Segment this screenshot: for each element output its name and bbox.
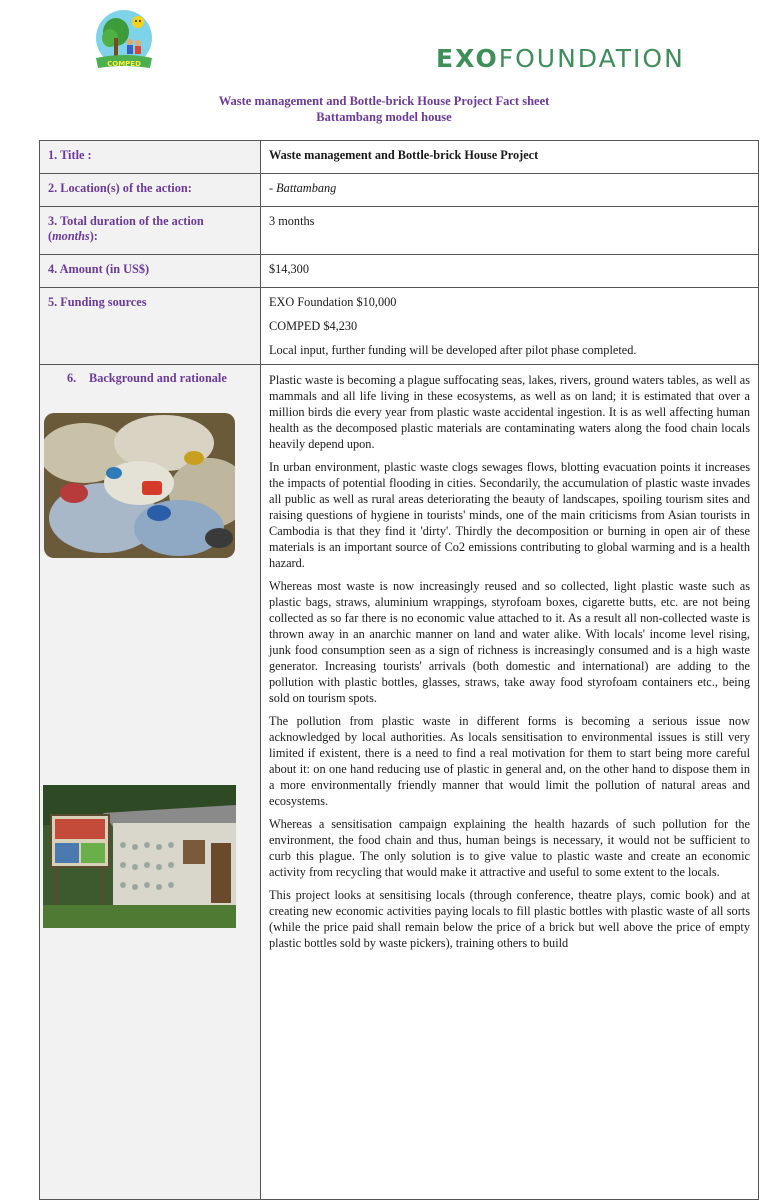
value-funding <box>261 288 759 365</box>
bottle-house-photo <box>43 785 236 928</box>
value-title: Waste management and Bottle-brick House Project <box>261 141 759 174</box>
row-funding <box>40 288 759 365</box>
row-location <box>40 174 759 207</box>
label-duration-em: months <box>52 229 90 243</box>
value-duration: 3 months <box>261 207 759 255</box>
title-line-2: Battambang model house <box>316 110 452 124</box>
funding-line: EXO Foundation $10,000 <box>269 295 397 309</box>
title-line-1: Waste management and Bottle-brick House Project Fact sheet <box>218 94 550 108</box>
label-duration <box>40 207 261 255</box>
label-duration-pre: 3. Total duration of the action ( <box>48 214 204 243</box>
background-paragraph: Whereas a sensitisation campaign explaining the health hazards of such pollution for the environment, the food chain and thus, human beings is necessary, it would not be sufficient to curb this plague. The only solution is to give value to plastic waste and create an economic activity from recycling that would make it attractive and useful to some extent to the locals. <box>269 817 750 879</box>
label-title: 1. Title : <box>40 141 261 174</box>
funding-line: Local input, further funding will be developed after pilot phase completed. <box>269 343 637 357</box>
value-location: - Battambang <box>261 174 759 207</box>
fact-sheet-table <box>39 140 759 1200</box>
background-paragraph: Whereas most waste is now increasingly reused and so collected, light plastic waste such as plastic bags, straws, aluminium wrappings, styrofoam boxes, cigarette butts, etc. are not being collected as so far there is no economic value attached to it. As a result all non-collected waste is thrown away in an anarchic manner on land and water alike. With locals' income level rising, junk food consumption seen as a sign of richness is increasingly consumed and is a high waste generator. Increasing tourists' arrivals (both domestic and international) are adding to the pollution with plastic bottles, glasses, straws, take away food styrofoam containers etc., being sold on tourism spots. <box>269 579 750 705</box>
label-background-text: Background and rationale <box>89 371 227 385</box>
value-background <box>261 365 759 1200</box>
background-paragraph: This project looks at sensitising locals (through conference, theatre plays, comic book) and at creating new economic activities paying locals to fill plastic bottles with plastic waste of all sorts (while the price paid shall remain below the price of a brick but well above the price of empty plastic bottles sold by waste pickers), training others to build <box>269 888 750 950</box>
brand-foundation: FOUNDATION <box>498 44 685 73</box>
svg-text:COMPED: COMPED <box>107 60 141 68</box>
label-background-num: 6. <box>67 371 77 385</box>
label-location: 2. Location(s) of the action: <box>40 174 261 207</box>
label-amount: 4. Amount (in US$) <box>40 255 261 288</box>
page-title <box>0 93 768 125</box>
exo-foundation-logo <box>436 44 685 73</box>
background-paragraph: The pollution from plastic waste in different forms is becoming a serious issue now acknowledged by local authorities. As locals sensitisation to environmental issues is still very limited if existent, there is a need to find a real motivation for them to start being more careful about it: on one hand reducing use of plastic in general and, on the other hand to dispose them in a more environmentally friendly manner that would limit the pollution of natural areas and ecosystems. <box>269 714 750 808</box>
label-duration-post: ): <box>89 229 98 243</box>
row-title <box>40 141 759 174</box>
label-background-cell <box>40 365 261 1200</box>
funding-line: COMPED $4,230 <box>269 319 358 333</box>
label-background <box>67 371 237 386</box>
row-amount <box>40 255 759 288</box>
background-paragraph: In urban environment, plastic waste clogs sewages flows, blotting evacuation points it increases the impacts of potential flooding in cities. Secondarily, the accumulation of plastic waste invades all public as well as rural areas deteriorating the beauty of landscapes, spoiling tourism sites and raising questions of hygiene in tourists' minds, one of the main criticisms from Asian tourists in Cambodia is that they find it 'dirty'. Thirdly the decomposition or burning in open air of these materials is an important source of Co2 emissions contributing to global warming and is a health hazard. <box>269 460 750 570</box>
plastic-bottles-photo <box>44 413 235 558</box>
row-duration <box>40 207 759 255</box>
brand-exo: EXO <box>436 44 499 73</box>
comped-logo-icon <box>90 8 158 74</box>
value-amount: $14,300 <box>261 255 759 288</box>
background-paragraph: Plastic waste is becoming a plague suffocating seas, lakes, rivers, ground waters tables, as well as mammals and all life living in these ecosystems, as well as on land; it is estimated that over a million birds die every year from plastic waste accidental ingestion. It is as well affecting human health as the decomposed plastic materials are contaminating waters along the food chain locals heavily depend upon. <box>269 373 750 451</box>
label-funding: 5. Funding sources <box>40 288 261 365</box>
row-background <box>40 365 759 1200</box>
